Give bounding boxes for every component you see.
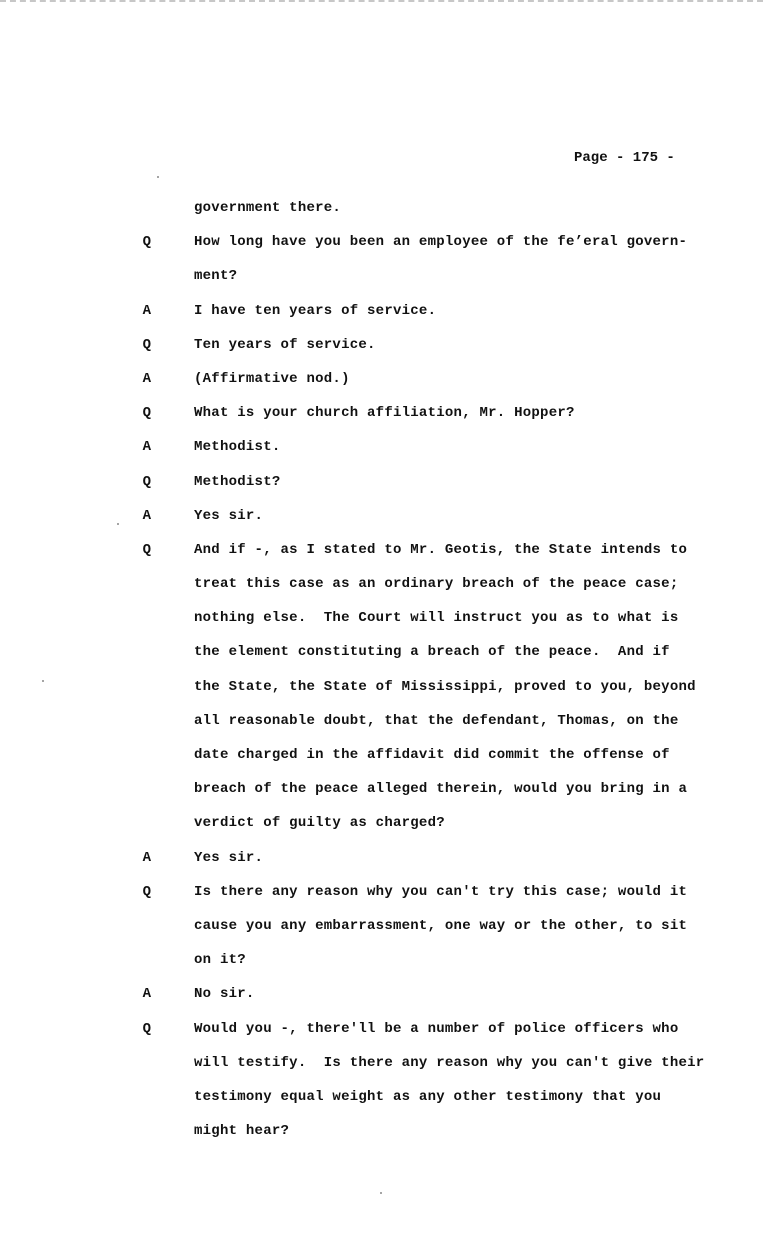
speaker-label: A xyxy=(142,439,152,456)
transcript-line xyxy=(0,610,763,644)
line-text: cause you any embarrassment, one way or the other, to sit xyxy=(194,917,688,934)
line-text: on it? xyxy=(194,952,246,969)
speaker-label: Q xyxy=(142,405,152,422)
page-number: Page - 175 - xyxy=(574,150,675,166)
paper-speck xyxy=(380,1192,382,1194)
transcript-line xyxy=(0,713,763,747)
transcript-line xyxy=(0,371,763,405)
transcript-line xyxy=(0,576,763,610)
transcript-line xyxy=(0,542,763,576)
line-text: treat this case as an ordinary breach of the peace case; xyxy=(194,576,679,593)
speaker-label: Q xyxy=(142,883,152,900)
speaker-label: Q xyxy=(142,1020,152,1037)
transcript-line xyxy=(0,200,763,234)
paper-speck xyxy=(157,176,159,178)
line-text: And if -, as I stated to Mr. Geotis, the State intends to xyxy=(194,541,688,558)
line-text: What is your church affiliation, Mr. Hopper? xyxy=(194,405,575,422)
speaker-label: Q xyxy=(142,336,152,353)
transcript-body xyxy=(0,200,763,1157)
transcript-line xyxy=(0,234,763,268)
transcript-line xyxy=(0,884,763,918)
speaker-label: A xyxy=(142,302,152,319)
line-text: Is there any reason why you can't try this case; would it xyxy=(194,883,688,900)
line-text: No sir. xyxy=(194,986,255,1003)
line-text: verdict of guilty as charged? xyxy=(194,815,445,832)
speaker-label: Q xyxy=(142,234,152,251)
line-text: Yes sir. xyxy=(194,507,264,524)
line-text: Methodist. xyxy=(194,439,281,456)
transcript-line xyxy=(0,508,763,542)
line-text: all reasonable doubt, that the defendant, Thomas, on the xyxy=(194,712,679,729)
transcript-line xyxy=(0,474,763,508)
transcript-line xyxy=(0,405,763,439)
line-text: nothing else. The Court will instruct you as to what is xyxy=(194,610,679,627)
speaker-label: A xyxy=(142,507,152,524)
transcript-line xyxy=(0,1089,763,1123)
transcript-line xyxy=(0,815,763,849)
line-text: will testify. Is there any reason why you can't give their xyxy=(194,1054,705,1071)
transcript-line xyxy=(0,918,763,952)
line-text: date charged in the affidavit did commit the offense of xyxy=(194,747,670,763)
transcript-line xyxy=(0,679,763,713)
transcript-line xyxy=(0,952,763,986)
transcript-line xyxy=(0,1021,763,1055)
speaker-label: Q xyxy=(142,541,152,558)
line-text: Yes sir. xyxy=(194,849,264,866)
transcript-line xyxy=(0,850,763,884)
speaker-label: A xyxy=(142,370,152,387)
line-text: How long have you been an employee of the fe’eral govern- xyxy=(194,234,688,251)
line-text: ment? xyxy=(194,268,238,285)
speaker-label: A xyxy=(142,849,152,866)
page-top-edge xyxy=(0,0,763,8)
line-text: the State, the State of Mississippi, proved to you, beyond xyxy=(194,678,696,695)
transcript-line xyxy=(0,337,763,371)
transcript-line xyxy=(0,986,763,1020)
transcript-line xyxy=(0,781,763,815)
transcript-line xyxy=(0,439,763,473)
line-text: breach of the peace alleged therein, would you bring in a xyxy=(194,781,688,798)
line-text: government there. xyxy=(194,200,342,216)
line-text: Methodist? xyxy=(194,473,281,490)
transcript-line xyxy=(0,747,763,781)
line-text: testimony equal weight as any other testimony that you xyxy=(194,1088,662,1105)
line-text: Ten years of service. xyxy=(194,336,376,353)
transcript-line xyxy=(0,1123,763,1157)
speaker-label: Q xyxy=(142,473,152,490)
transcript-line xyxy=(0,644,763,678)
line-text: the element constituting a breach of the peace. And if xyxy=(194,644,670,661)
speaker-label: A xyxy=(142,986,152,1003)
transcript-line xyxy=(0,303,763,337)
line-text: Would you -, there'll be a number of police officers who xyxy=(194,1020,679,1037)
line-text: might hear? xyxy=(194,1123,290,1140)
transcript-line xyxy=(0,1055,763,1089)
transcript-line xyxy=(0,268,763,302)
line-text: I have ten years of service. xyxy=(194,302,437,319)
line-text: (Affirmative nod.) xyxy=(194,370,350,387)
